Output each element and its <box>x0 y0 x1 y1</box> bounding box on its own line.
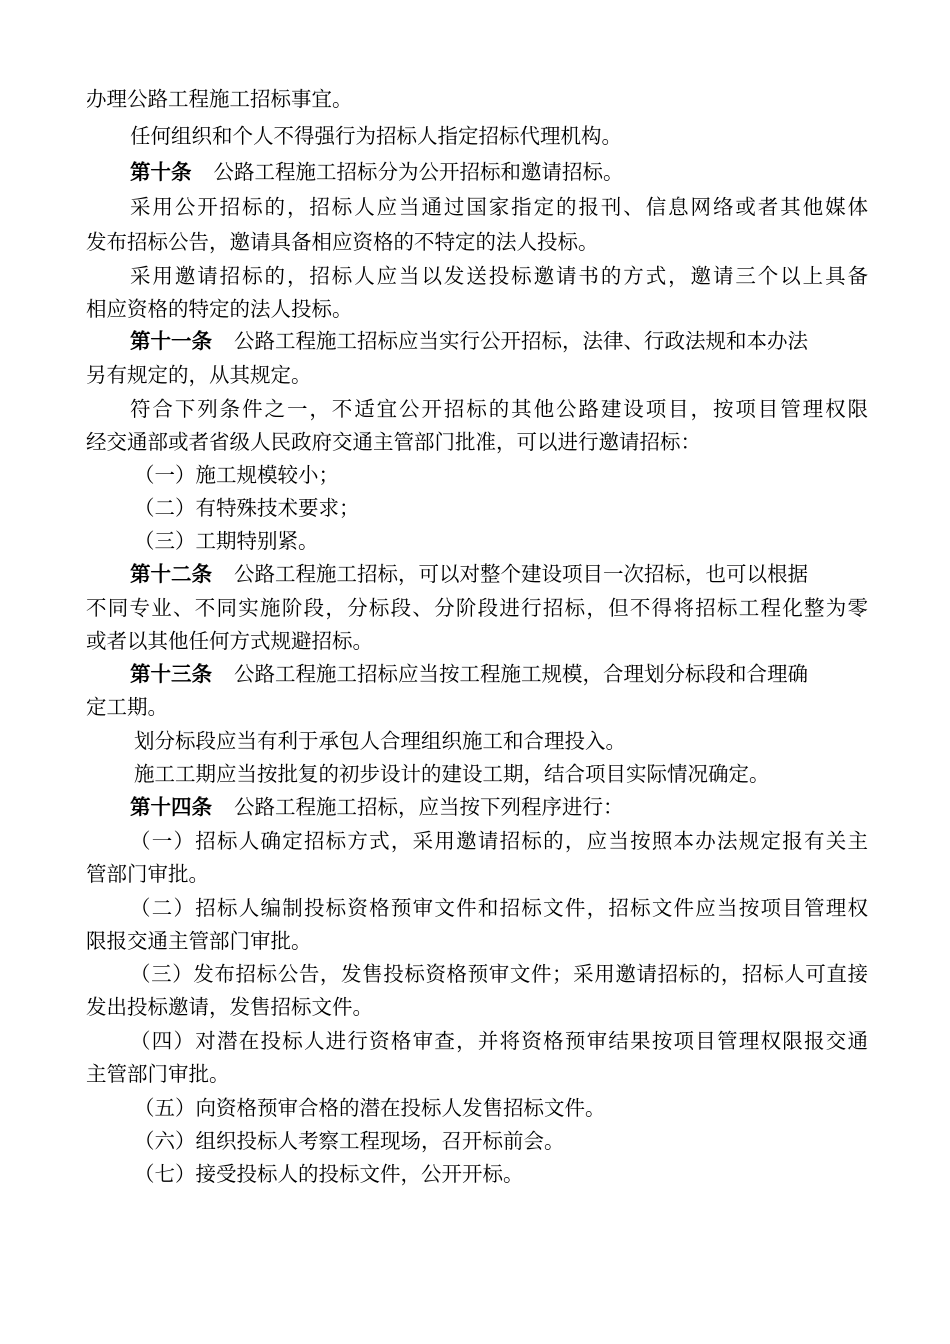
paragraph-line: 或者以其他任何方式规避招标。 <box>86 629 373 653</box>
paragraph-line: 采用公开招标的，招标人应当通过国家指定的报刊、信息网络或者其他媒体 <box>130 195 868 219</box>
list-item: （五）向资格预审合格的潜在投标人发售招标文件。 <box>134 1096 606 1120</box>
list-item: （三）工期特别紧。 <box>134 529 319 553</box>
article-number: 第十三条 <box>130 662 212 686</box>
paragraph-line: 不同专业、不同实施阶段，分标段、分阶段进行招标，但不得将招标工程化整为零 <box>86 596 868 620</box>
article-11-heading: 第十一条 公路工程施工招标应当实行公开招标，法律、行政法规和本办法 <box>130 329 808 353</box>
article-number: 第十一条 <box>130 329 212 353</box>
article-12-heading: 第十二条 公路工程施工招标，可以对整个建设项目一次招标，也可以根据 <box>130 562 808 586</box>
article-number: 第十四条 <box>130 795 212 819</box>
article-13-heading: 第十三条 公路工程施工招标应当按工程施工规模，合理划分标段和合理确 <box>130 662 808 686</box>
paragraph-line: 任何组织和个人不得强行为招标人指定招标代理机构。 <box>130 124 622 148</box>
paragraph-line: 主管部门审批。 <box>86 1062 230 1086</box>
paragraph-line: 限报交通主管部门审批。 <box>86 929 312 953</box>
paragraph-line: 发布招标公告，邀请具备相应资格的不特定的法人投标。 <box>86 230 599 254</box>
paragraph-line: 管部门审批。 <box>86 862 209 886</box>
list-item: （七）接受投标人的投标文件，公开开标。 <box>134 1162 524 1186</box>
list-item: （四）对潜在投标人进行资格审查，并将资格预审结果按项目管理权限报交通 <box>130 1029 868 1053</box>
paragraph-line: 划分标段应当有利于承包人合理组织施工和合理投入。 <box>134 729 626 753</box>
list-item: （二）招标人编制投标资格预审文件和招标文件，招标文件应当按项目管理权 <box>130 896 868 920</box>
paragraph-line: 施工工期应当按批复的初步设计的建设工期，结合项目实际情况确定。 <box>134 762 770 786</box>
article-number: 第十条 <box>130 160 192 184</box>
paragraph-line: 另有规定的，从其规定。 <box>86 363 312 387</box>
paragraph-line: 定工期。 <box>86 695 168 719</box>
list-item: （二）有特殊技术要求； <box>134 496 360 520</box>
list-item: （一）施工规模较小； <box>134 463 339 487</box>
list-item: （三）发布招标公告，发售投标资格预审文件；采用邀请招标的，招标人可直接 <box>130 962 868 986</box>
paragraph-line: 采用邀请招标的，招标人应当以发送投标邀请书的方式，邀请三个以上具备 <box>130 264 868 288</box>
paragraph-line: 发出投标邀请，发售招标文件。 <box>86 995 373 1019</box>
list-item: （六）组织投标人考察工程现场，召开标前会。 <box>134 1129 565 1153</box>
article-number: 第十二条 <box>130 562 212 586</box>
article-14-heading: 第十四条 公路工程施工招标，应当按下列程序进行： <box>130 795 624 819</box>
paragraph-line: 符合下列条件之一，不适宜公开招标的其他公路建设项目，按项目管理权限 <box>130 397 868 421</box>
paragraph-line: 办理公路工程施工招标事宜。 <box>86 87 353 111</box>
paragraph-line: 经交通部或者省级人民政府交通主管部门批准，可以进行邀请招标： <box>86 430 701 454</box>
list-item: （一）招标人确定招标方式，采用邀请招标的，应当按照本办法规定报有关主 <box>130 829 868 853</box>
paragraph-line: 相应资格的特定的法人投标。 <box>86 297 353 321</box>
article-10-heading: 第十条 公路工程施工招标分为公开招标和邀请招标。 <box>130 160 624 184</box>
